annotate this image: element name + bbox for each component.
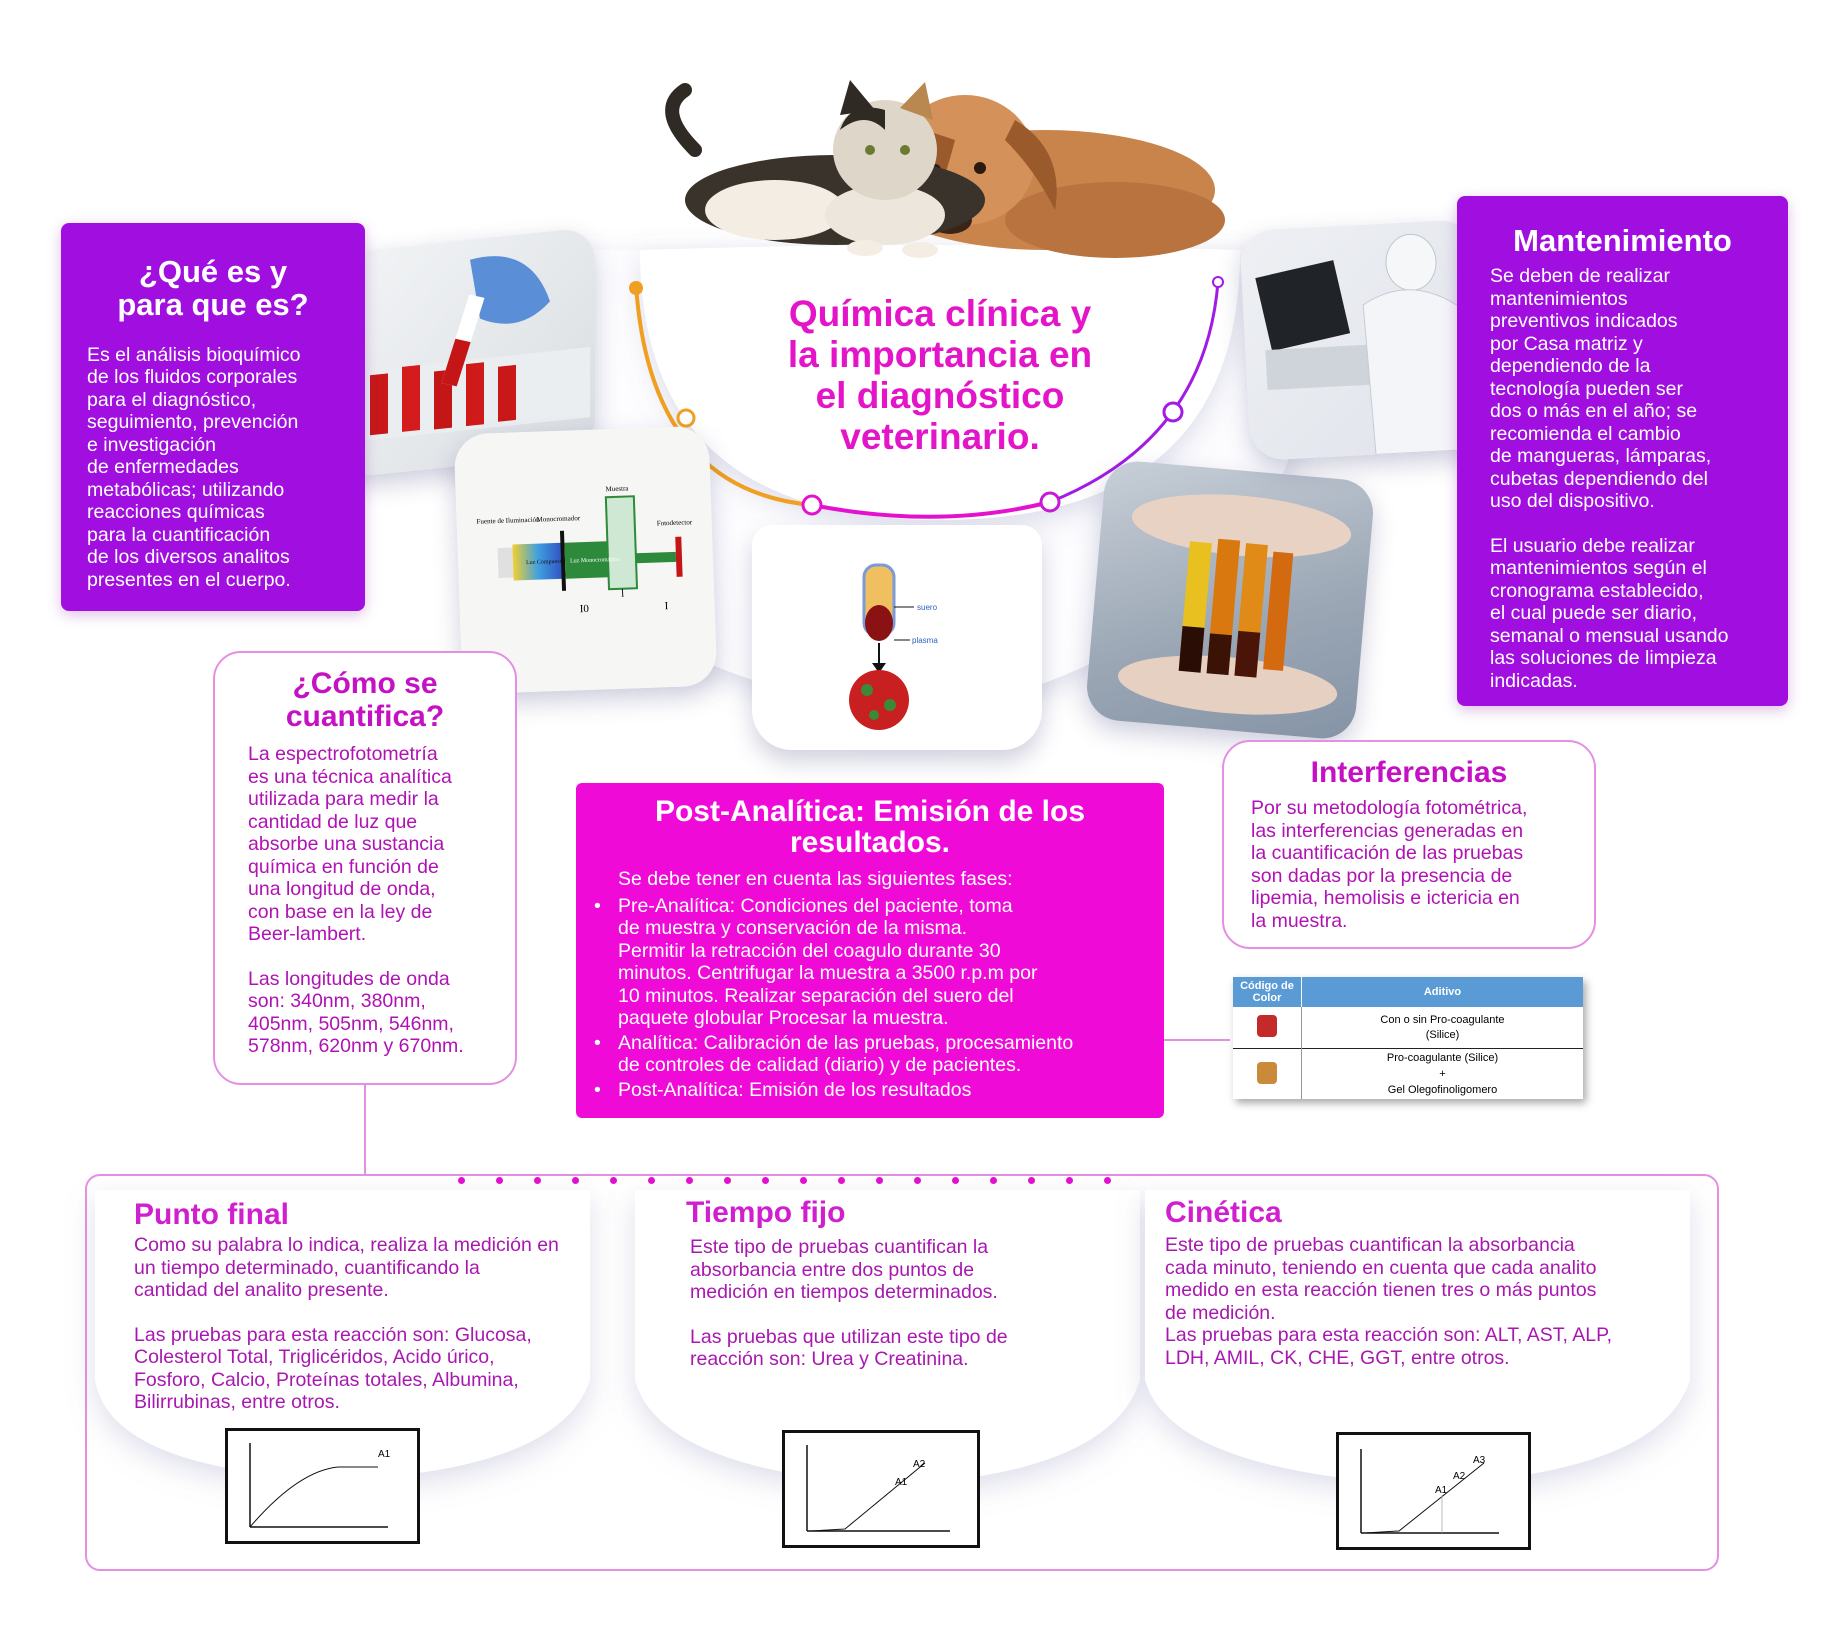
- title-line: Química clínica y: [788, 293, 1092, 334]
- que-es-text: Es el análisis bioquímico de los fluidos corporales para el diagnóstico, seguimiento, prevención e investigación de enfermedades metabólicas; utilizando reacciones químicas para la cuantificación de los diversos analitos presentes en el cuerpo.: [87, 343, 301, 591]
- graph-label: A2: [1453, 1471, 1466, 1482]
- cinetica-title: Cinética: [1165, 1196, 1282, 1229]
- pets-illustration: [635, 70, 1235, 270]
- title-line: el diagnóstico: [815, 375, 1065, 416]
- como-title: ¿Cómo se cuantifica?: [285, 667, 445, 733]
- title-line: veterinario.: [840, 416, 1040, 457]
- que-es-title-line: para que es?: [117, 287, 309, 323]
- table-cell: Pro-coagulante (Silice) + Gel Olegofinoligomero: [1386, 1052, 1499, 1096]
- tiempo-fijo-title: Tiempo fijo: [686, 1196, 846, 1229]
- phase-list: [594, 895, 1164, 1102]
- blood-samples-hand-photo: [1084, 459, 1376, 742]
- tiempo-fijo-column: [686, 1196, 1126, 1371]
- post-analitica-card: [576, 783, 1164, 1118]
- graph-label: A1: [1435, 1485, 1448, 1496]
- timeline-dot: [1041, 493, 1059, 511]
- spectro-label: I: [664, 600, 669, 613]
- punto-final-title: Punto final: [134, 1198, 289, 1231]
- post-analitica-title: Post-Analítica: Emisión de los resultados.: [654, 795, 1086, 859]
- timeline-dot: [629, 281, 643, 295]
- mantenimiento-card: [1457, 196, 1788, 706]
- mantenimiento-title: Mantenimiento: [1513, 223, 1732, 258]
- timeline-dot: [1164, 403, 1182, 421]
- graph-label: A2: [913, 1459, 926, 1470]
- lab-technician-photo: [1239, 219, 1486, 461]
- color-swatch-cell: [1233, 1049, 1302, 1100]
- punto-final-text-1: Como su palabra lo indica, realiza la medición en un tiempo determinado, cuantificando la cantidad del analito presente.: [134, 1234, 559, 1301]
- spectro-label: Fotodetector: [656, 518, 693, 528]
- graph-label: A3: [1473, 1455, 1486, 1466]
- phase-item: • Pre-Analítica: Condiciones del paciente, toma de muestra y conservación de la misma. Permitir la retracción del coagulo durante 30 minutos. Centrifugar la muestra a 3500 r.p.m por 10 minutos. Realizar separación del suero del paquete globular Procesar la muestra.: [594, 895, 1164, 1030]
- page-title: [740, 293, 1140, 457]
- interferencias-text: Por su metodología fotométrica, las interferencias generadas en la cuantificación de las pruebas son dadas por la presencia de lipemia, hemolisis e ictericia en la muestra.: [1251, 797, 1528, 932]
- tiempo-fijo-graph: [782, 1430, 980, 1548]
- tube-label: suero: [917, 603, 938, 612]
- tube-label: plasma: [912, 636, 938, 645]
- tiempo-fijo-text-1: Este tipo de pruebas cuantifican la absorbancia entre dos puntos de medición en tiempos determinados.: [690, 1236, 998, 1303]
- gold-cap-icon: [1257, 1062, 1277, 1084]
- timeline-dot: [678, 410, 694, 426]
- que-es-title-line: ¿Qué es y: [138, 254, 288, 289]
- spectro-label: I0: [579, 602, 590, 616]
- que-es-title: [61, 255, 365, 322]
- timeline-dot: [1213, 277, 1223, 287]
- table-header: Código de Color: [1233, 977, 1302, 1007]
- punto-final-text-2: Las pruebas para esta reacción son: Glucosa, Colesterol Total, Triglicéridos, Acido úrico, Fosforo, Calcio, Proteínas totales, Albumina, Bilirrubinas, entre otros.: [134, 1323, 532, 1413]
- phase-item: • Post-Analítica: Emisión de los resultados: [594, 1079, 1164, 1102]
- dotted-separator: [458, 1171, 1142, 1189]
- red-cap-icon: [1257, 1015, 1277, 1037]
- punto-final-graph: [225, 1428, 420, 1544]
- como-text-1: La espectrofotometría es una técnica analítica utilizada para medir la cantidad de luz que absorbe una sustancia química en función de una longitud de onda, con base en la ley de Beer-lambert.: [248, 743, 452, 945]
- graph-label: A1: [895, 1477, 908, 1488]
- como-card: [213, 651, 517, 1085]
- spectro-label: l: [620, 587, 625, 600]
- interferencias-title: Interferencias: [1310, 756, 1508, 789]
- cinetica-graph: [1336, 1432, 1531, 1550]
- spectro-label: Luz Monocromática: [569, 556, 619, 565]
- additive-table-wrapper: [1233, 977, 1583, 1099]
- table-header: Aditivo: [1423, 986, 1462, 998]
- que-es-card: [61, 223, 365, 611]
- post-intro: Se debe tener en cuenta las siguientes fases:: [618, 868, 1013, 891]
- title-line: la importancia en: [787, 334, 1093, 375]
- table-cell: Con o sin Pro-coagulante (Silice): [1380, 1013, 1505, 1041]
- cinetica-column: [1165, 1196, 1685, 1369]
- tiempo-fijo-text-2: Las pruebas que utilizan este tipo de reacción son: Urea y Creatinina.: [690, 1325, 1008, 1370]
- color-swatch-cell: [1233, 1007, 1302, 1049]
- punto-final-column: [134, 1198, 614, 1414]
- spectro-label: Fuente de Iluminación: [476, 515, 540, 526]
- additive-table: [1233, 977, 1583, 1099]
- como-text-2: Las longitudes de onda son: 340nm, 380nm, 405nm, 505nm, 546nm, 578nm, 620nm y 670nm.: [248, 967, 464, 1057]
- phase-item: • Analítica: Calibración de las pruebas, procesamiento de controles de calidad (diario) y de pacientes.: [594, 1032, 1164, 1077]
- serum-tube-diagram: [752, 525, 1042, 750]
- spectro-label: Muestra: [605, 484, 629, 494]
- mantenimiento-text-2: El usuario debe realizar mantenimientos según el cronograma establecido, el cual puede ser diario, semanal o mensual usando las soluciones de limpieza indicadas.: [1490, 534, 1729, 692]
- interferencias-card: [1222, 740, 1596, 949]
- cinetica-text: Este tipo de pruebas cuantifican la absorbancia cada minuto, teniendo en cuenta que cada analito medido en esta reacción tienen tres o más puntos de medición. Las pruebas para esta reacción son: ALT, AST, ALP, LDH, AMIL, CK, CHE, GGT, entre otros.: [1165, 1234, 1612, 1369]
- spectro-label: Monocromador: [536, 514, 581, 524]
- graph-label: A1: [378, 1449, 391, 1460]
- timeline-dot: [803, 496, 821, 514]
- spectro-label: Luz Compuesta: [525, 558, 564, 567]
- mantenimiento-text-1: Se deben de realizar mantenimientos preventivos indicados por Casa matriz y dependiendo de la tecnología pueden ser dos o más en el año; se recomienda el cambio de mangueras, lámparas, cubetas dependiendo del uso del dispositivo.: [1490, 265, 1712, 513]
